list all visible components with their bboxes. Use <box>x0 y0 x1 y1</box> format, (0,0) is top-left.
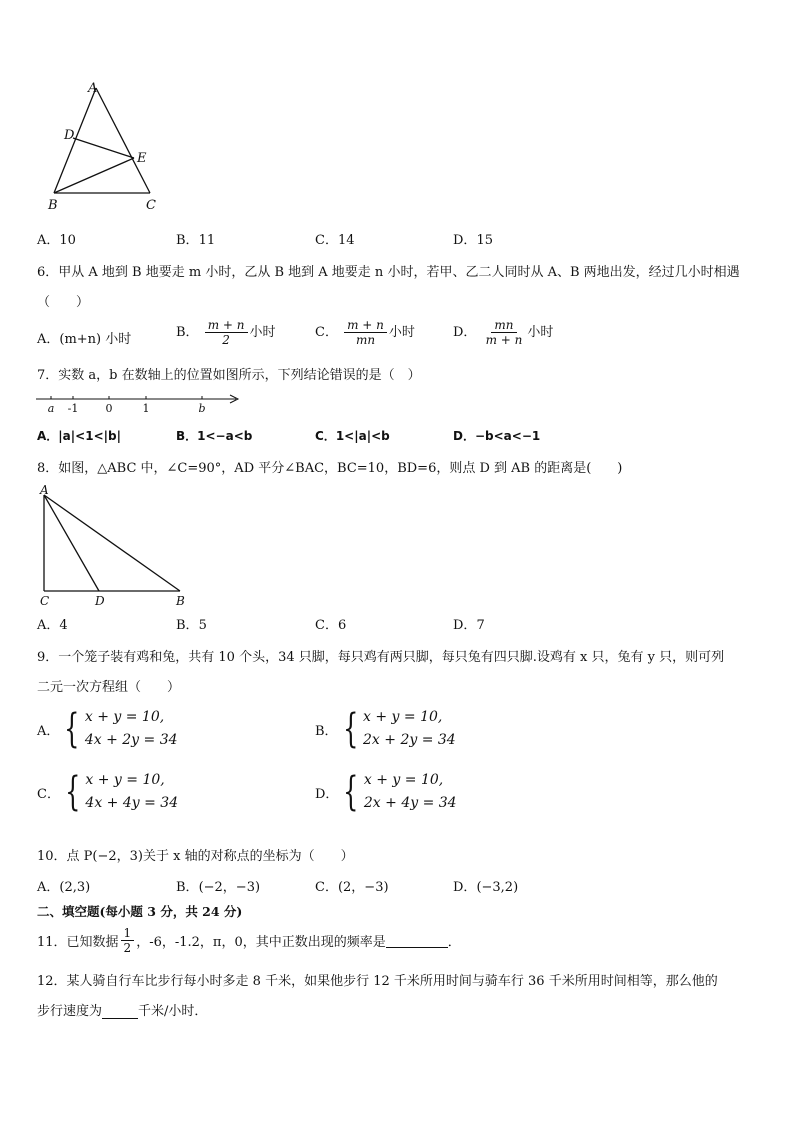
segment-ac <box>96 88 150 193</box>
q6-option-c[interactable]: C． $\frac{m + n}{mn}$ 小时 <box>315 318 415 347</box>
brace-icon: { <box>64 706 80 752</box>
axis-label-1: 1 <box>142 402 150 415</box>
q9-option-c[interactable]: C． { x + y = 10, 4x + 4y = 34 <box>37 769 179 815</box>
label-b: B <box>176 594 185 608</box>
q10-option-d[interactable]: D．(−3,2) <box>453 880 519 895</box>
q7-option-c[interactable]: C．1<|a|<b <box>315 429 390 443</box>
axis-label-b: b <box>198 402 206 415</box>
q8-option-d[interactable]: D．7 <box>453 618 485 633</box>
axis-label-0: 0 <box>105 402 113 415</box>
q5-option-b[interactable]: B．11 <box>176 233 216 248</box>
triangle-figure-q5 <box>44 78 164 238</box>
q6-stem-line1: 6．甲从 A 地到 B 地要走 m 小时，乙从 B 地到 A 地要走 n 小时，若甲、乙二人同时从 A、B 两地出发，经过几小时相遇 <box>37 265 740 280</box>
q8-option-b[interactable]: B．5 <box>176 618 207 633</box>
q8-option-a[interactable]: A．4 <box>37 618 68 633</box>
q6-option-b[interactable]: B． $\frac{m + n}{2}$ 小时 <box>176 318 276 347</box>
q6-b-fraction: $\frac{m + n}{2}$ <box>205 318 248 347</box>
axis-label-a: a <box>47 402 55 415</box>
label-e: E <box>137 151 147 166</box>
q10-option-b[interactable]: B．(−2，−3) <box>176 880 261 895</box>
label-a: A <box>88 81 98 96</box>
label-d: D <box>64 128 75 143</box>
segment-ab <box>44 495 180 591</box>
q9-stem-line1: 9．一个笼子装有鸡和兔，共有 10 个头，34 只脚，每只鸡有两只脚，每只兔有四只脚.设鸡有 x 只，兔有 y 只，则可列 <box>37 650 725 665</box>
label-b: B <box>48 198 58 213</box>
q7-option-b[interactable]: B．1<−a<b <box>176 429 253 443</box>
q10-stem: 10．点 P(−2，3)关于 x 轴的对称点的坐标为（ ） <box>37 849 354 864</box>
axis-label-minus-1: -1 <box>67 402 79 415</box>
q11-fraction: $\frac{1}{2}$ <box>121 926 135 955</box>
number-line-q7 <box>36 390 246 416</box>
label-d: D <box>95 594 105 608</box>
q5-option-a[interactable]: A．10 <box>37 233 76 248</box>
q6-c-fraction: $\frac{m + n}{mn}$ <box>344 318 387 347</box>
section-title: 二、填空题(每小题 3 分，共 24 分) <box>37 904 243 919</box>
q8-option-c[interactable]: C．6 <box>315 618 347 633</box>
q10-option-a[interactable]: A．(2,3) <box>37 880 91 895</box>
q6-option-d[interactable]: D． $\frac{mn}{m + n}$ 小时 <box>453 318 554 347</box>
label-c: C <box>40 594 50 608</box>
q9-stem-line2: 二元一次方程组（ ） <box>37 680 181 695</box>
brace-icon: { <box>65 769 81 815</box>
q9-option-b[interactable]: B． { x + y = 10, 2x + 2y = 34 <box>315 706 456 752</box>
q12-answer-blank[interactable] <box>102 1004 138 1019</box>
q6-option-a[interactable]: A．(m+n) 小时 <box>37 332 132 347</box>
right-triangle-figure-q8 <box>36 485 196 609</box>
q5-option-d[interactable]: D．15 <box>453 233 493 248</box>
label-c: C <box>146 198 156 213</box>
q7-stem: 7．实数 a，b 在数轴上的位置如图所示，下列结论错误的是（ ） <box>37 368 421 383</box>
q8-stem: 8．如图，△ABC 中，∠C=90°，AD 平分∠BAC，BC=10，BD=6，则点 D 到 AB 的距离是( ) <box>37 461 623 476</box>
q7-option-d[interactable]: D．−b<a<−1 <box>453 429 541 443</box>
q5-option-c[interactable]: C．14 <box>315 233 355 248</box>
q10-option-c[interactable]: C．(2，−3) <box>315 880 389 895</box>
q9-option-a[interactable]: A． { x + y = 10, 4x + 2y = 34 <box>37 706 178 752</box>
q12-stem-line1: 12．某人骑自行车比步行每小时多走 8 千米，如果他步行 12 千米所用时间与骑车行 36 千米所用时间相等，那么他的 <box>37 974 718 989</box>
label-a: A <box>40 485 49 497</box>
q7-option-a[interactable]: A．|a|<1<|b| <box>37 429 121 443</box>
segment-de <box>73 138 134 158</box>
q9-option-d[interactable]: D． { x + y = 10, 2x + 4y = 34 <box>315 769 457 815</box>
q11-answer-blank[interactable] <box>386 933 448 948</box>
q12-stem-line2: 步行速度为 千米/小时． <box>37 1004 208 1019</box>
q11-stem: 11．已知数据 $\frac{1}{2}$ ，-6，-1.2，π，0，其中正数出现的频率是 ． <box>37 926 461 955</box>
brace-icon: { <box>343 769 359 815</box>
segment-ad <box>44 495 99 591</box>
q6-d-fraction: $\frac{mn}{m + n}$ <box>485 318 523 347</box>
brace-icon: { <box>342 706 358 752</box>
q6-stem-line2: （ ） <box>37 295 90 310</box>
